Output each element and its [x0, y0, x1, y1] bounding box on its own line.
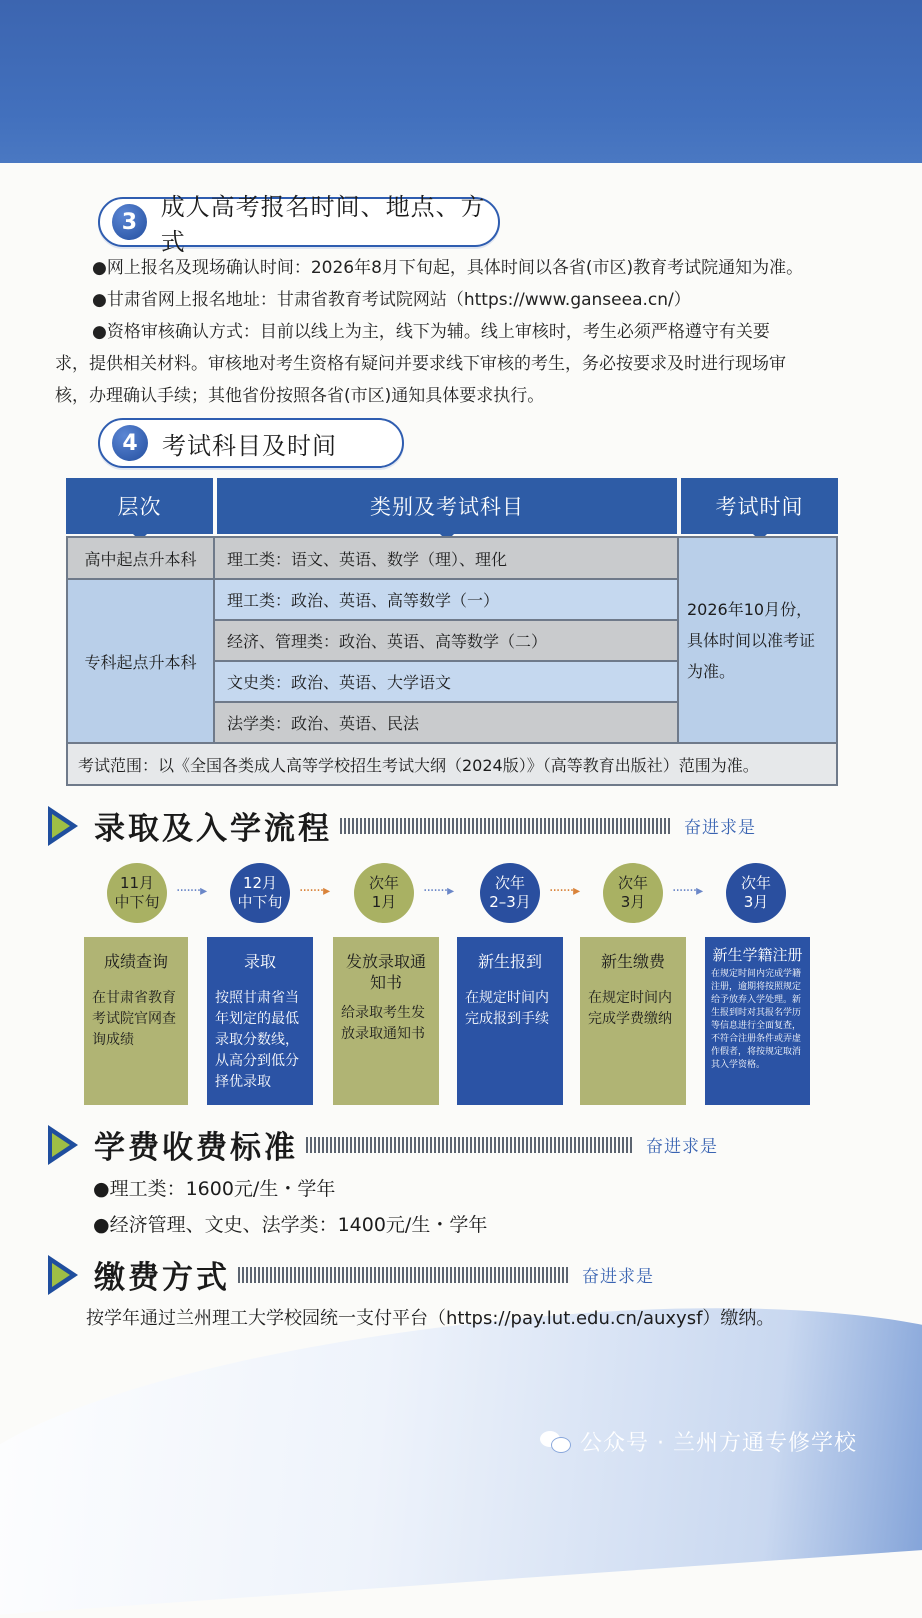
step-box — [705, 937, 810, 1105]
step-title: 新生学籍注册 — [712, 946, 803, 964]
timeline-date-line-1: 次年 — [368, 874, 399, 892]
subject-row: 法学类：政治、英语、民法 — [213, 701, 679, 744]
fees-slogan: 奋进求是 — [646, 1137, 718, 1157]
step-description: 在规定时间内完成学费缴纳 — [588, 990, 672, 1027]
fee-item: ●经济管理、文史、法学类：1400元/生・学年 — [93, 1214, 488, 1236]
timeline-arrow-icon: ·······▸ — [549, 883, 580, 899]
exam-time-line-2: 具体时间以准考证 — [687, 630, 816, 650]
section-3-title: 成人高考报名时间、地点、方式 — [160, 193, 486, 256]
step-description: 给录取考生发放录取通知书 — [341, 1005, 425, 1042]
table-header-time: 考试时间 — [681, 478, 838, 534]
registration-time-text: ●网上报名及现场确认时间：2026年8月下旬起，具体时间以各省(市区)教育考试院通知为准。 — [92, 258, 804, 278]
step-box — [580, 937, 686, 1105]
timeline-date-line-2: 3月 — [743, 893, 769, 911]
level-junior-college: 专科起点升本科 — [66, 578, 215, 744]
payment-header — [48, 1252, 654, 1297]
fees-title: 学费收费标准 — [94, 1130, 298, 1166]
timeline-date-line-1: 次年 — [494, 874, 525, 892]
step-title: 发放录取通知书 — [345, 952, 426, 992]
payment-text: 按学年通过兰州理工大学校园统一支付平台（https://pay.lut.edu.cn/auxysf）缴纳。 — [86, 1308, 775, 1329]
timeline-circle — [603, 863, 663, 923]
admission-slogan: 奋进求是 — [684, 818, 756, 838]
exam-scope-note: 考试范围：以《全国各类成人高等学校招生考试大纲（2024版）》（高等教育出版社）范围为准。 — [66, 742, 838, 786]
hatch-divider — [306, 1137, 632, 1153]
table-header-subjects: 类别及考试科目 — [217, 478, 677, 534]
admission-title: 录取及入学流程 — [94, 811, 332, 847]
timeline-arrow-icon: ·······▸ — [299, 883, 330, 899]
timeline-circle — [726, 863, 786, 923]
step-title: 录取 — [243, 952, 276, 971]
step-description: 按照甘肃省当年划定的最低录取分数线，从高分到低分择优录取 — [215, 990, 299, 1090]
subject-row: 理工类：政治、英语、高等数学（一） — [213, 578, 679, 621]
timeline-date-line-2: 3月 — [620, 893, 646, 911]
subject-row: 文史类：政治、英语、大学语文 — [213, 660, 679, 703]
fees-header — [48, 1122, 718, 1167]
timeline-date-line-2: 2–3月 — [489, 893, 531, 911]
step-description: 在规定时间内完成报到手续 — [465, 990, 549, 1027]
hatch-divider — [340, 818, 670, 834]
step-box — [457, 937, 563, 1105]
section-arrow-icon — [48, 806, 82, 846]
timeline-circle — [107, 863, 167, 923]
timeline-date-line-2: 中下旬 — [237, 893, 283, 911]
timeline-date-line-1: 12月 — [242, 874, 278, 892]
timeline-date-line-1: 次年 — [740, 874, 771, 892]
review-method-line-3: 核，办理确认手续；其他省份按照各省(市区)通知具体要求执行。 — [55, 386, 545, 406]
step-title: 新生报到 — [477, 952, 542, 971]
section-arrow-icon — [48, 1125, 82, 1165]
timeline-arrow-icon: ·······▸ — [176, 883, 207, 899]
admission-header — [48, 803, 756, 848]
step-description: 在规定时间内完成学籍注册，逾期将按照规定给予放弃入学处理。新生报到时对其报名学历等信息进行全面复查，不符合注册条件或弄虚作假者，将按规定取消其入学资格。 — [711, 969, 802, 1070]
wechat-icon — [540, 1431, 570, 1453]
payment-title: 缴费方式 — [94, 1260, 230, 1296]
subject-row: 经济、管理类：政治、英语、高等数学（二） — [213, 619, 679, 662]
payment-slogan: 奋进求是 — [582, 1267, 654, 1287]
timeline-date-line-1: 次年 — [617, 874, 648, 892]
fee-item: ●理工类：1600元/生・学年 — [93, 1178, 336, 1200]
timeline-date-line-2: 1月 — [371, 893, 397, 911]
timeline-circle — [354, 863, 414, 923]
watermark-text: 公众号 · 兰州方通专修学校 — [580, 1431, 857, 1456]
subject-row: 理工类：语文、英语、数学（理）、理化 — [213, 536, 679, 580]
exam-subjects-table — [66, 478, 838, 786]
review-method-line-2: 求，提供相关材料。审核地对考生资格有疑问并要求线下审核的考生，务必按要求及时进行现场审 — [55, 354, 786, 374]
timeline-arrow-icon: ·······▸ — [423, 883, 454, 899]
section-4-number: 4 — [112, 425, 148, 461]
step-description: 在甘肃省教育考试院官网查询成绩 — [92, 990, 176, 1048]
review-method-line-1: ●资格审核确认方式：目前以线上为主，线下为辅。线上审核时，考生必须严格遵守有关要 — [92, 322, 770, 342]
registration-site-text: ●甘肃省网上报名地址：甘肃省教育考试院网站（https://www.ganseea.cn/） — [92, 290, 691, 310]
section-arrow-icon — [48, 1255, 82, 1295]
top-banner — [0, 0, 922, 163]
step-title: 成绩查询 — [103, 952, 168, 971]
exam-time-line-1: 2026年10月份， — [687, 599, 813, 619]
section-3-header — [98, 193, 500, 256]
exam-time-line-3: 为准。 — [687, 661, 736, 681]
watermark — [540, 1426, 857, 1457]
timeline-circle — [230, 863, 290, 923]
section-3-number: 3 — [112, 204, 147, 240]
timeline-date-line-2: 中下旬 — [114, 893, 160, 911]
exam-time-cell — [677, 536, 838, 744]
hatch-divider — [238, 1267, 568, 1283]
step-title: 新生缴费 — [600, 952, 665, 971]
section-4-title: 考试科目及时间 — [162, 431, 337, 460]
step-box — [84, 937, 188, 1105]
step-box — [207, 937, 313, 1105]
timeline-circle — [480, 863, 540, 923]
timeline-date-line-1: 11月 — [119, 874, 155, 892]
table-header-level: 层次 — [66, 478, 213, 534]
step-box — [333, 937, 439, 1105]
section-4-header — [98, 418, 404, 468]
timeline-arrow-icon: ·······▸ — [672, 883, 703, 899]
level-high-school: 高中起点升本科 — [66, 536, 215, 580]
